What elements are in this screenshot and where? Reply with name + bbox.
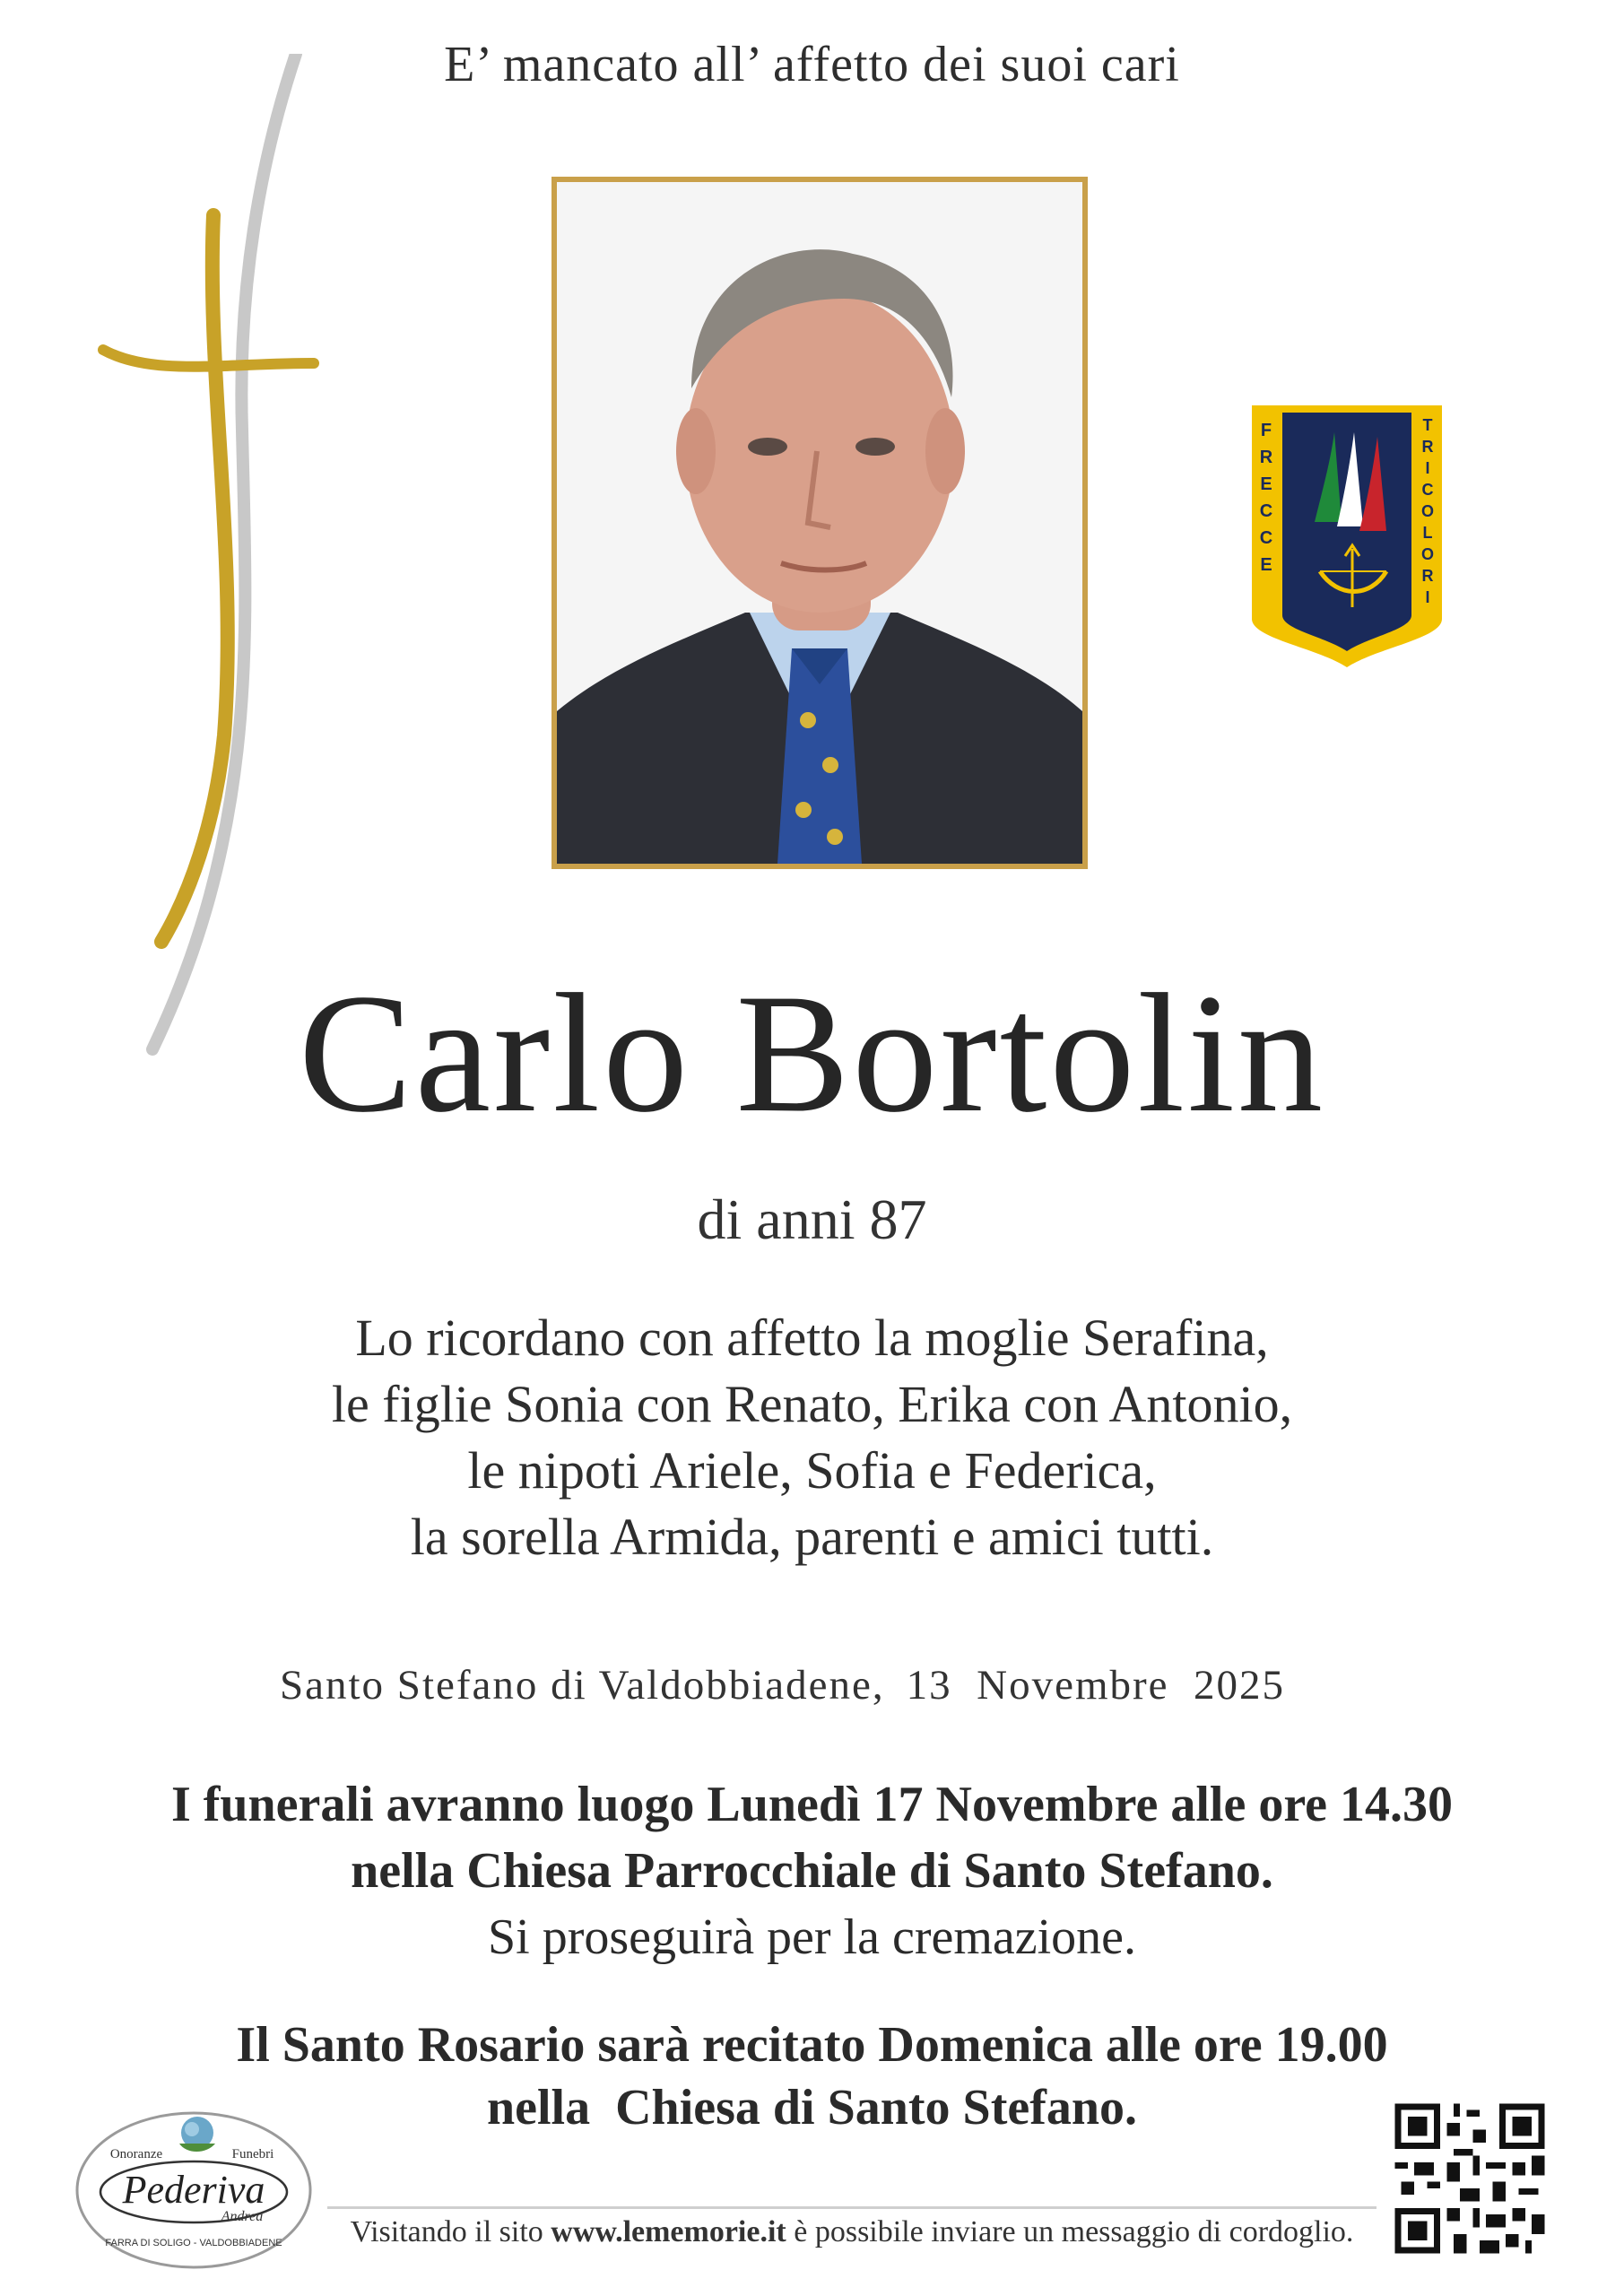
- funeral-line: Si proseguirà per la cremazione.: [487, 1909, 1137, 1965]
- family-announcement: [0, 1305, 1624, 1570]
- svg-text:FRECCE: F R E C C E: [1259, 421, 1273, 575]
- frecce-tricolori-badge: [1252, 405, 1442, 667]
- rosary-line: nella Chiesa di Santo Stefano.: [487, 2080, 1137, 2135]
- logo-sub: Andrea: [221, 2209, 264, 2224]
- funeral-home-logo: [72, 2099, 316, 2274]
- deceased-name: Carlo Bortolin: [299, 960, 1325, 1148]
- family-line: le nipoti Ariele, Sofia e Federica,: [467, 1441, 1157, 1500]
- date: 13 Novembre 2025: [906, 1662, 1286, 1709]
- svg-text:TRICOLORI: T R I C O L O R I: [1420, 416, 1435, 606]
- logo-bottom: FARRA DI SOLIGO - VALDOBBIADENE: [105, 2238, 282, 2248]
- logo-top-left: Onoranze: [109, 2147, 163, 2161]
- family-line: Lo ricordano con affetto la moglie Serafina,: [355, 1309, 1269, 1367]
- family-line: le figlie Sonia con Renato, Erika con Antonio,: [331, 1375, 1293, 1433]
- cross-icon: [90, 54, 341, 1103]
- intro-line: E’ mancato all’ affetto dei suoi cari: [444, 37, 1180, 92]
- age-line: di anni 87: [697, 1187, 927, 1251]
- place-date-line: [280, 1661, 1285, 1709]
- qr-code-icon[interactable]: [1388, 2097, 1551, 2260]
- footer-prefix: Visitando il sito: [350, 2215, 551, 2248]
- site-link[interactable]: www.lememorie.it: [551, 2215, 786, 2248]
- family-line: la sorella Armida, parenti e amici tutti.: [410, 1508, 1214, 1566]
- footer-note: [327, 2215, 1376, 2249]
- portrait-photo: [551, 177, 1088, 869]
- place: Santo Stefano di Valdobbiadene,: [280, 1662, 885, 1709]
- funeral-line: I funerali avranno luogo Lunedì 17 Novembre alle ore 14.30: [170, 1777, 1454, 1832]
- rosary-line: Il Santo Rosario sarà recitato Domenica alle ore 19.00: [236, 2017, 1388, 2073]
- footer-suffix: è possibile inviare un messaggio di cordoglio.: [786, 2215, 1354, 2248]
- footer-divider: [327, 2206, 1376, 2209]
- funeral-info: [0, 1771, 1624, 1970]
- logo-brand: Pederiva: [122, 2168, 265, 2212]
- funeral-line: nella Chiesa Parrocchiale di Santo Stefano.: [351, 1843, 1273, 1899]
- logo-top-right: Funebri: [231, 2147, 274, 2161]
